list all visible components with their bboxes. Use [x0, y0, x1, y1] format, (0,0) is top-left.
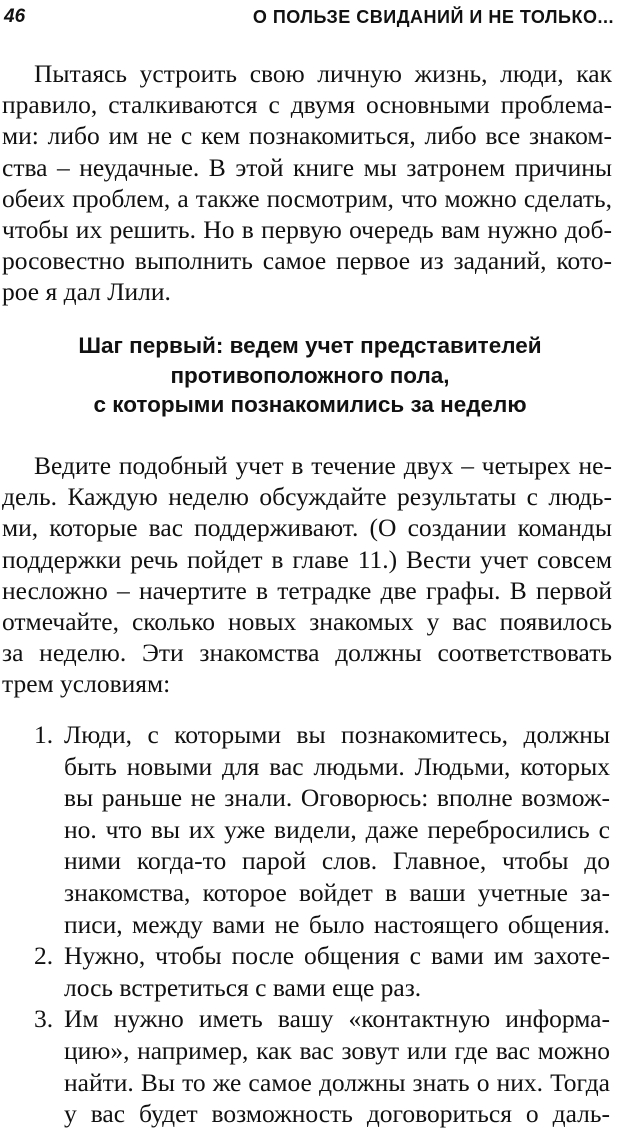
text-line: Люди, с которыми вы познакомитесь, должны	[64, 720, 610, 749]
heading-line: с которыми познакомились за неделю	[93, 392, 527, 417]
conditions-list	[0, 719, 620, 1130]
text-line: ними когда-то парой слов. Главное, чтобы до	[64, 846, 610, 876]
text-line: Пытаясь устроить свою личную жизнь, люди, как	[34, 59, 612, 88]
text-line: Ведите подобный учет в течение двух – четырех не-	[34, 451, 612, 480]
text-line: ми, которые вас поддерживают. (О создании команды	[2, 513, 612, 543]
text-line: у вас будет возможность договориться о даль-	[64, 1099, 610, 1129]
running-head: О ПОЛЬЗЕ СВИДАНИЙ И НЕ ТОЛЬКО...	[252, 7, 614, 27]
list-number: 1.	[34, 720, 54, 749]
page-number: 46	[4, 6, 26, 27]
list-item	[0, 719, 610, 940]
text-line: вы раньше не знали. Оговорюсь: вполне возмож-	[64, 783, 610, 813]
text-line: знакомства, которое войдет в ваши учетные за-	[64, 877, 610, 907]
text-line: поддержки речь пойдет в главе 11.) Вести учет совсем	[2, 544, 612, 574]
list-number: 3.	[34, 1004, 54, 1034]
intro-paragraph	[2, 58, 612, 308]
text-line: Нужно, чтобы после общения с вами им захоте-	[64, 941, 610, 971]
text-line: ства – неудачные. В этой книге мы затронем причины	[2, 152, 612, 182]
body-paragraph	[2, 450, 612, 700]
text-line: правило, сталкиваются с двумя основными проблема-	[2, 90, 612, 120]
text-line: ми: либо им не с кем познакомиться, либо все знаком-	[2, 121, 612, 151]
text-line: лось встретиться с вами еще раз.	[64, 972, 422, 1002]
text-line: писи, между вами не было настоящего общения.	[64, 909, 610, 939]
text-line: несложно – начертите в тетрадке две графы. В первой	[2, 575, 612, 605]
text-line: Им нужно иметь вашу «контактную информа-	[64, 1004, 610, 1034]
list-number: 2.	[34, 941, 54, 971]
text-line: дель. Каждую неделю обсуждайте результаты с людь-	[2, 482, 612, 512]
section-heading	[0, 331, 620, 420]
text-line: чтобы их решить. Но в первую очередь вам нужно доб-	[2, 214, 612, 244]
text-line: росовестно выполнить самое первое из заданий, кото-	[2, 246, 612, 276]
text-line: цию», например, как вас зовут или где вас можно	[64, 1035, 610, 1065]
text-line: обеих проблем, а также посмотрим, что можно сделать,	[2, 183, 612, 213]
list-item	[0, 1003, 610, 1129]
text-line: трем условиям:	[2, 669, 171, 699]
text-line: рое я дал Лили.	[2, 277, 171, 307]
text-line: найти. Вы то же самое должны знать о них. Тогда	[64, 1067, 610, 1097]
text-line: отмечайте, сколько новых знакомых у вас появилось	[2, 606, 612, 636]
text-line: быть новыми для вас людьми. Людьми, которых	[64, 751, 610, 781]
text-line: за неделю. Эти знакомства должны соответствовать	[2, 638, 612, 668]
text-line: но. что вы их уже видели, даже перебросились с	[64, 814, 610, 844]
heading-line: Шаг первый: ведем учет представителей	[78, 333, 542, 358]
page-header	[0, 4, 620, 30]
list-item	[0, 940, 610, 1003]
heading-line: противоположного пола,	[170, 362, 450, 388]
